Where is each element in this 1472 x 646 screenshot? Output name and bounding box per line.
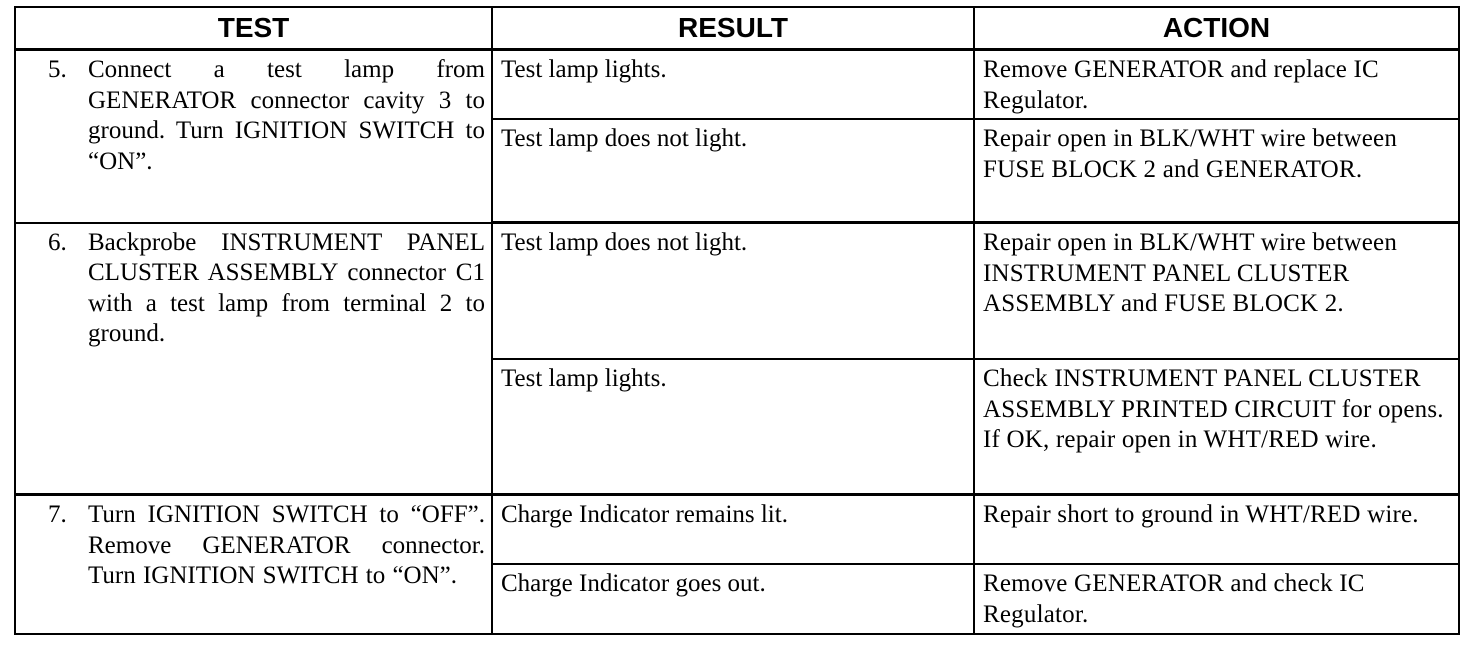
result-cell: Test lamp lights. — [492, 50, 974, 120]
action-cell: Repair open in BLK/WHT wire between INSTRUMENT PANEL CLUSTER ASSEMBLY and FUSE BLOCK 2. — [974, 223, 1459, 360]
result-cell: Test lamp does not light. — [492, 223, 974, 360]
header-test: TEST — [15, 7, 492, 50]
table-row — [15, 495, 1459, 565]
step-number: 5. — [48, 56, 67, 83]
action-cell: Repair short to ground in WHT/RED wire. — [974, 495, 1459, 565]
header-row — [15, 7, 1459, 50]
test-instruction: Backprobe INSTRUMENT PANEL CLUSTER ASSEMBLY connector C1 with a test lamp from terminal 2 to ground. — [88, 228, 485, 347]
result-cell: Test lamp lights. — [492, 359, 974, 495]
test-instruction: Turn IGNITION SWITCH to “OFF”. Remove GENERATOR connector. Turn IGNITION SWITCH to “ON”. — [88, 501, 485, 589]
table-row — [15, 50, 1459, 120]
action-cell: Remove GENERATOR and check IC Regulator. — [974, 564, 1459, 634]
step-number: 7. — [48, 501, 67, 528]
diagnostic-table — [14, 6, 1460, 635]
table-row — [15, 223, 1459, 360]
test-cell-step-7 — [15, 495, 492, 635]
test-instruction: Connect a test lamp from GENERATOR connector cavity 3 to ground. Turn IGNITION SWITCH to “ON”. — [88, 56, 485, 175]
header-action: ACTION — [974, 7, 1459, 50]
test-cell-step-5 — [15, 50, 492, 223]
result-cell: Charge Indicator goes out. — [492, 564, 974, 634]
step-number: 6. — [48, 228, 67, 256]
test-cell-step-6 — [15, 223, 492, 495]
action-cell: Check INSTRUMENT PANEL CLUSTER ASSEMBLY PRINTED CIRCUIT for opens. If OK, repair open in WHT/RED wire. — [974, 359, 1459, 495]
action-cell: Repair open in BLK/WHT wire between FUSE BLOCK 2 and GENERATOR. — [974, 119, 1459, 223]
result-cell: Charge Indicator remains lit. — [492, 495, 974, 565]
header-result: RESULT — [492, 7, 974, 50]
action-cell: Remove GENERATOR and replace IC Regulator. — [974, 50, 1459, 120]
result-cell: Test lamp does not light. — [492, 119, 974, 223]
